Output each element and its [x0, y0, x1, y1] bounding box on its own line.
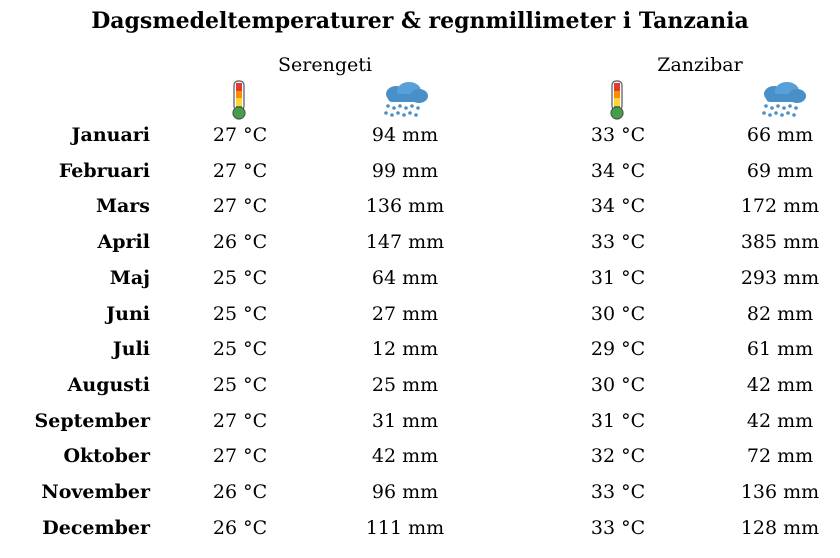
month-label: September	[34, 410, 150, 432]
location-zanzibar: Zanzibar	[657, 54, 743, 76]
serengeti-temp-cell: 27 °C	[212, 195, 268, 217]
serengeti-rain-cell: 27 mm	[371, 303, 439, 325]
serengeti-rain-cell: 94 mm	[371, 124, 439, 146]
zanzibar-rain-cell: 136 mm	[740, 481, 820, 503]
serengeti-temp-cell: 27 °C	[212, 445, 268, 467]
month-label: Februari	[58, 160, 150, 182]
zanzibar-temp-cell: 33 °C	[590, 517, 646, 539]
zanzibar-temp-cell: 34 °C	[590, 160, 646, 182]
zanzibar-temp-cell: 33 °C	[590, 231, 646, 253]
serengeti-temp-cell: 27 °C	[212, 410, 268, 432]
zanzibar-temp-cell: 29 °C	[590, 338, 646, 360]
month-label: Juli	[112, 338, 150, 360]
zanzibar-temp-cell: 30 °C	[590, 303, 646, 325]
zanzibar-rain-cell: 61 mm	[746, 338, 814, 360]
thermometer-icon	[607, 80, 627, 120]
month-label: Maj	[109, 267, 150, 289]
month-label: April	[97, 231, 150, 253]
zanzibar-rain-cell: 293 mm	[740, 267, 820, 289]
month-label: Juni	[106, 303, 150, 325]
zanzibar-rain-cell: 42 mm	[746, 374, 814, 396]
serengeti-temp-cell: 25 °C	[212, 267, 268, 289]
zanzibar-temp-cell: 32 °C	[590, 445, 646, 467]
chart-title: Dagsmedeltemperaturer & regnmillimeter i Tanzania	[91, 8, 749, 34]
zanzibar-rain-cell: 172 mm	[740, 195, 820, 217]
month-label: December	[42, 517, 150, 539]
serengeti-rain-cell: 136 mm	[365, 195, 445, 217]
serengeti-temp-cell: 26 °C	[212, 481, 268, 503]
serengeti-temp-cell: 25 °C	[212, 374, 268, 396]
serengeti-rain-cell: 147 mm	[365, 231, 445, 253]
zanzibar-temp-cell: 33 °C	[590, 124, 646, 146]
rain-cloud-icon	[380, 82, 430, 118]
serengeti-temp-cell: 27 °C	[212, 124, 268, 146]
zanzibar-rain-cell: 42 mm	[746, 410, 814, 432]
serengeti-rain-cell: 12 mm	[371, 338, 439, 360]
serengeti-temp-cell: 27 °C	[212, 160, 268, 182]
month-label: Januari	[71, 124, 150, 146]
serengeti-rain-cell: 96 mm	[371, 481, 439, 503]
zanzibar-temp-cell: 33 °C	[590, 481, 646, 503]
serengeti-rain-cell: 25 mm	[371, 374, 439, 396]
zanzibar-rain-cell: 66 mm	[746, 124, 814, 146]
zanzibar-rain-cell: 72 mm	[746, 445, 814, 467]
zanzibar-temp-cell: 31 °C	[590, 267, 646, 289]
zanzibar-temp-cell: 30 °C	[590, 374, 646, 396]
month-label: November	[41, 481, 150, 503]
rain-cloud-icon	[758, 82, 808, 118]
zanzibar-temp-cell: 34 °C	[590, 195, 646, 217]
location-serengeti: Serengeti	[278, 54, 372, 76]
serengeti-temp-cell: 25 °C	[212, 303, 268, 325]
serengeti-rain-cell: 111 mm	[365, 517, 445, 539]
month-label: Mars	[95, 195, 150, 217]
zanzibar-rain-cell: 82 mm	[746, 303, 814, 325]
serengeti-rain-cell: 99 mm	[371, 160, 439, 182]
zanzibar-rain-cell: 385 mm	[740, 231, 820, 253]
zanzibar-rain-cell: 69 mm	[746, 160, 814, 182]
month-label: Augusti	[67, 374, 150, 396]
thermometer-icon	[229, 80, 249, 120]
month-label: Oktober	[63, 445, 150, 467]
serengeti-rain-cell: 42 mm	[371, 445, 439, 467]
zanzibar-rain-cell: 128 mm	[740, 517, 820, 539]
serengeti-temp-cell: 26 °C	[212, 231, 268, 253]
serengeti-temp-cell: 26 °C	[212, 517, 268, 539]
zanzibar-temp-cell: 31 °C	[590, 410, 646, 432]
serengeti-rain-cell: 64 mm	[371, 267, 439, 289]
serengeti-rain-cell: 31 mm	[371, 410, 439, 432]
serengeti-temp-cell: 25 °C	[212, 338, 268, 360]
